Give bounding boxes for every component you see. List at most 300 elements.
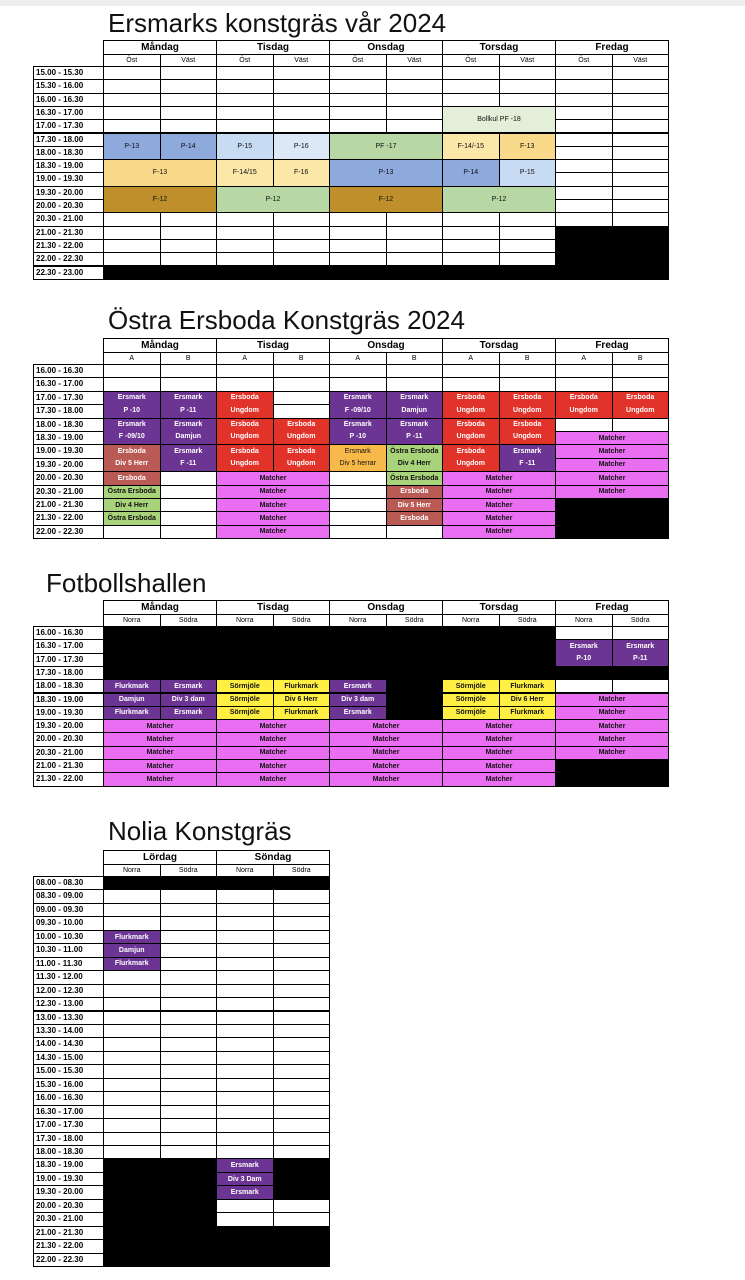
empty-cell — [216, 903, 274, 917]
time-slot: 20.00 - 20.30 — [33, 199, 104, 213]
empty-cell — [273, 1105, 331, 1119]
booking-block[interactable]: Matcher — [555, 471, 669, 485]
booking-label: Ersmark — [117, 421, 146, 429]
booking-block[interactable]: F-12 — [103, 186, 217, 214]
empty-cell — [612, 66, 670, 80]
booking-label: Ungdom — [626, 406, 655, 414]
booking-block[interactable]: Ersmark — [160, 679, 218, 693]
booking-block[interactable]: Matcher — [329, 772, 443, 786]
schedule-title: Östra Ersboda Konstgräs 2024 — [108, 305, 465, 335]
empty-cell — [273, 79, 331, 93]
empty-cell — [103, 79, 161, 93]
subcolumn-header: Södra — [612, 614, 670, 627]
day-header: Onsdag — [329, 338, 443, 353]
empty-cell — [160, 1132, 218, 1146]
empty-cell — [555, 146, 613, 160]
day-header: Tisdag — [216, 40, 330, 55]
booking-block[interactable]: Sörmjöle — [442, 679, 500, 693]
subcolumn-header: Södra — [499, 614, 557, 627]
booking-block[interactable] — [612, 391, 670, 419]
subcolumn-header: A — [442, 352, 500, 365]
time-slot: 16.00 - 16.30 — [33, 1091, 104, 1105]
booking-block[interactable]: Matcher — [555, 458, 669, 472]
subcolumn-header: A — [216, 352, 274, 365]
booking-label: Ersmark — [117, 394, 146, 402]
empty-cell — [442, 93, 500, 107]
booking-block[interactable] — [329, 391, 387, 419]
empty-cell — [442, 239, 500, 253]
booking-label: Ersmark — [400, 394, 429, 402]
booking-label: Ersmark — [569, 642, 598, 650]
booking-block[interactable]: Matcher — [216, 719, 330, 733]
empty-cell — [216, 943, 274, 957]
empty-cell — [612, 186, 670, 200]
booking-block[interactable]: Ersmark — [216, 1185, 274, 1199]
time-slot: 14.00 - 14.30 — [33, 1037, 104, 1051]
time-slot: 11.30 - 12.00 — [33, 970, 104, 984]
time-slot: 16.30 - 17.00 — [33, 639, 104, 653]
empty-cell — [160, 525, 218, 539]
time-slot: 20.00 - 20.30 — [33, 732, 104, 746]
subcolumn-header: A — [103, 352, 161, 365]
empty-cell — [273, 1145, 331, 1159]
booking-block[interactable]: Matcher — [442, 525, 556, 539]
empty-cell — [216, 1132, 274, 1146]
booking-block[interactable]: Matcher — [555, 746, 669, 760]
empty-cell — [612, 364, 670, 378]
booking-block[interactable] — [555, 391, 613, 419]
empty-cell — [160, 1145, 218, 1159]
empty-cell — [386, 93, 444, 107]
time-slot: 15.00 - 15.30 — [33, 1064, 104, 1078]
empty-cell — [612, 106, 670, 120]
booking-block[interactable]: Sörmjöle — [442, 693, 500, 707]
subcolumn-header: Södra — [273, 614, 331, 627]
booking-block[interactable]: PF -17 — [329, 133, 443, 161]
booking-label: Ersmark — [626, 642, 655, 650]
empty-cell — [555, 364, 613, 378]
time-slot: 16.00 - 16.30 — [33, 364, 104, 378]
booking-block[interactable] — [442, 391, 500, 419]
booking-block[interactable] — [103, 444, 161, 472]
booking-block[interactable]: Matcher — [216, 746, 330, 760]
booking-block[interactable]: Ersboda — [103, 471, 161, 485]
booking-block[interactable]: F-12 — [329, 186, 443, 214]
time-slot: 19.00 - 19.30 — [33, 444, 104, 458]
empty-cell — [160, 498, 218, 512]
empty-cell — [216, 916, 274, 930]
booking-block[interactable] — [442, 418, 500, 446]
empty-cell — [273, 391, 331, 405]
booking-block[interactable] — [216, 391, 274, 419]
empty-cell — [612, 199, 670, 213]
schedule-title: Ersmarks konstgräs vår 2024 — [108, 8, 447, 38]
booking-block[interactable]: Div 5 Herr — [386, 498, 444, 512]
empty-cell — [273, 1118, 331, 1132]
time-slot: 19.30 - 20.00 — [33, 719, 104, 733]
empty-cell — [216, 66, 274, 80]
empty-cell — [216, 1078, 274, 1092]
time-slot: 20.00 - 20.30 — [33, 471, 104, 485]
empty-cell — [160, 471, 218, 485]
booking-block[interactable]: F-14/15 — [216, 159, 274, 187]
empty-cell — [612, 626, 670, 640]
time-slot: 16.30 - 17.00 — [33, 1105, 104, 1119]
empty-cell — [499, 93, 557, 107]
booking-block[interactable]: Matcher — [442, 759, 556, 773]
booking-block[interactable]: P-13 — [329, 159, 443, 187]
empty-cell — [273, 66, 331, 80]
booking-block[interactable] — [386, 391, 444, 419]
booking-block[interactable] — [386, 444, 444, 472]
empty-cell — [103, 1118, 161, 1132]
empty-cell — [103, 1037, 161, 1051]
empty-cell — [216, 252, 274, 266]
booking-block[interactable]: Matcher — [329, 746, 443, 760]
booking-block[interactable]: Div 6 Herr — [273, 693, 331, 707]
booking-block[interactable]: Matcher — [442, 511, 556, 525]
day-header: Måndag — [103, 338, 217, 353]
time-slot: 22.00 - 22.30 — [33, 252, 104, 266]
top-strip — [0, 0, 745, 6]
booking-block[interactable]: Matcher — [216, 772, 330, 786]
empty-cell — [555, 186, 613, 200]
empty-cell — [103, 1105, 161, 1119]
booking-block[interactable] — [216, 444, 274, 472]
booking-block[interactable]: Flurkmark — [273, 679, 331, 693]
empty-cell — [160, 1078, 218, 1092]
booking-block[interactable]: Flurkmark — [103, 930, 161, 944]
booking-block[interactable]: Ersmark — [329, 706, 387, 720]
empty-cell — [442, 226, 500, 240]
booking-block[interactable]: Ersmark — [329, 679, 387, 693]
booking-block[interactable]: P-12 — [216, 186, 330, 214]
booking-label: Ungdom — [513, 406, 542, 414]
time-slot: 17.30 - 18.00 — [33, 1132, 104, 1146]
empty-cell — [103, 1024, 161, 1038]
empty-cell — [160, 1011, 218, 1025]
empty-cell — [103, 916, 161, 930]
booking-block[interactable]: P-12 — [442, 186, 556, 214]
empty-cell — [273, 1051, 331, 1065]
empty-cell — [160, 66, 218, 80]
empty-cell — [103, 984, 161, 998]
booking-block[interactable]: Sörmjöle — [216, 679, 274, 693]
empty-cell — [273, 404, 331, 418]
time-slot: 18.30 - 19.00 — [33, 159, 104, 173]
booking-label: Ungdom — [513, 433, 542, 441]
booking-block[interactable]: Flurkmark — [103, 957, 161, 971]
booking-block[interactable]: Flurkmark — [103, 679, 161, 693]
empty-cell — [216, 1212, 274, 1226]
time-slot: 22.00 - 22.30 — [33, 1253, 104, 1267]
booking-block[interactable]: Ersmark — [160, 706, 218, 720]
time-slot: 11.00 - 11.30 — [33, 957, 104, 971]
booking-block[interactable]: Matcher — [442, 772, 556, 786]
booking-label: Div 5 Herr — [115, 460, 149, 468]
empty-cell — [273, 984, 331, 998]
empty-cell — [386, 525, 444, 539]
empty-cell — [612, 146, 670, 160]
booking-block[interactable]: Damjun — [103, 943, 161, 957]
booking-block[interactable]: Matcher — [555, 706, 669, 720]
booking-block[interactable] — [499, 444, 557, 472]
booking-label: Ersboda — [456, 421, 485, 429]
empty-cell — [103, 889, 161, 903]
empty-cell — [329, 364, 387, 378]
empty-cell — [329, 471, 387, 485]
booking-block[interactable]: P-16 — [273, 133, 331, 161]
booking-block[interactable]: P-13 — [103, 133, 161, 161]
booking-block[interactable]: P-15 — [216, 133, 274, 161]
day-header: Tisdag — [216, 338, 330, 353]
empty-cell — [103, 997, 161, 1011]
empty-cell — [216, 970, 274, 984]
subcolumn-header: Väst — [273, 54, 331, 67]
booking-block[interactable] — [555, 639, 613, 667]
subcolumn-header: Norra — [442, 614, 500, 627]
time-slot: 15.00 - 15.30 — [33, 66, 104, 80]
empty-cell — [499, 239, 557, 253]
booking-block[interactable]: F-14/-15 — [442, 133, 500, 161]
empty-cell — [216, 226, 274, 240]
booking-block[interactable]: Matcher — [442, 746, 556, 760]
empty-cell — [103, 252, 161, 266]
subcolumn-header: Väst — [386, 54, 444, 67]
time-slot: 13.30 - 14.00 — [33, 1024, 104, 1038]
time-slot: 15.30 - 16.00 — [33, 79, 104, 93]
booking-block[interactable]: Bollkul PF -18 — [442, 106, 556, 134]
booking-label: Ersmark — [174, 447, 203, 455]
booking-block[interactable]: Div 6 Herr — [499, 693, 557, 707]
booking-block[interactable]: Matcher — [103, 719, 217, 733]
booking-block[interactable] — [216, 418, 274, 446]
booking-label: Damjun — [175, 433, 202, 441]
booking-block[interactable]: Östra Ersboda — [386, 471, 444, 485]
booking-block[interactable] — [612, 639, 670, 667]
booking-block[interactable]: Matcher — [329, 759, 443, 773]
time-slot: 18.30 - 19.00 — [33, 693, 104, 707]
booking-block[interactable]: Matcher — [103, 732, 217, 746]
booking-block[interactable] — [386, 418, 444, 446]
booking-block[interactable]: Ersmark — [216, 1158, 274, 1172]
unavailable-block — [555, 759, 669, 787]
booking-block[interactable]: Div 3 dam — [329, 693, 387, 707]
empty-cell — [499, 364, 557, 378]
booking-label: Ersmark — [400, 421, 429, 429]
booking-label: Ungdom — [287, 433, 316, 441]
booking-block[interactable]: Matcher — [329, 732, 443, 746]
empty-cell — [329, 525, 387, 539]
time-slot: 18.30 - 19.00 — [33, 431, 104, 445]
empty-cell — [386, 79, 444, 93]
booking-block[interactable]: Matcher — [216, 485, 330, 499]
empty-cell — [386, 66, 444, 80]
booking-label: Ersmark — [174, 394, 203, 402]
empty-cell — [273, 1024, 331, 1038]
booking-block[interactable]: Matcher — [442, 719, 556, 733]
booking-block[interactable]: Sörmjöle — [442, 706, 500, 720]
booking-block[interactable] — [160, 391, 218, 419]
unavailable-block — [216, 1226, 330, 1267]
empty-cell — [160, 252, 218, 266]
booking-block[interactable]: Matcher — [216, 759, 330, 773]
booking-block[interactable]: Sörmjöle — [216, 693, 274, 707]
booking-block[interactable] — [160, 418, 218, 446]
day-header: Torsdag — [442, 338, 556, 353]
subcolumn-header: Öst — [555, 54, 613, 67]
booking-block[interactable]: Div 3 dam — [160, 693, 218, 707]
time-slot: 19.00 - 19.30 — [33, 172, 104, 186]
booking-block[interactable] — [103, 418, 161, 446]
booking-label: Ungdom — [456, 460, 485, 468]
booking-block[interactable]: Matcher — [103, 772, 217, 786]
booking-block[interactable]: Matcher — [442, 485, 556, 499]
booking-block[interactable]: Div 4 Herr — [103, 498, 161, 512]
booking-block[interactable] — [499, 391, 557, 419]
booking-block[interactable] — [442, 444, 500, 472]
booking-block[interactable] — [103, 391, 161, 419]
booking-block[interactable]: P-15 — [499, 159, 557, 187]
booking-block[interactable]: Östra Ersboda — [103, 511, 161, 525]
booking-block[interactable]: Ersboda — [386, 511, 444, 525]
empty-cell — [555, 79, 613, 93]
booking-block[interactable]: Matcher — [442, 471, 556, 485]
day-header: Onsdag — [329, 40, 443, 55]
booking-block[interactable]: Matcher — [555, 693, 669, 707]
empty-cell — [612, 418, 670, 432]
booking-block[interactable]: Matcher — [555, 719, 669, 733]
booking-block[interactable]: Matcher — [555, 444, 669, 458]
empty-cell — [160, 212, 218, 226]
booking-block[interactable]: Matcher — [216, 511, 330, 525]
booking-label: Div 4 Herr — [397, 460, 431, 468]
empty-cell — [273, 1011, 331, 1025]
booking-block[interactable]: Matcher — [442, 498, 556, 512]
time-slot: 21.30 - 22.00 — [33, 239, 104, 253]
empty-cell — [216, 1118, 274, 1132]
booking-block[interactable]: F-16 — [273, 159, 331, 187]
time-slot: 18.00 - 18.30 — [33, 418, 104, 432]
empty-cell — [103, 364, 161, 378]
empty-cell — [499, 226, 557, 240]
booking-block[interactable]: Flurkmark — [499, 679, 557, 693]
booking-block[interactable]: Damjun — [103, 693, 161, 707]
unavailable-block — [103, 266, 556, 280]
time-slot: 18.00 - 18.30 — [33, 146, 104, 160]
empty-cell — [329, 66, 387, 80]
booking-block[interactable] — [329, 418, 387, 446]
booking-block[interactable]: P-14 — [160, 133, 218, 161]
empty-cell — [273, 997, 331, 1011]
booking-block[interactable]: Sörmjöle — [216, 706, 274, 720]
subcolumn-header: Norra — [103, 864, 161, 877]
booking-block[interactable] — [273, 418, 331, 446]
booking-block[interactable]: F-13 — [103, 159, 217, 187]
empty-cell — [273, 943, 331, 957]
booking-block[interactable]: Ersboda — [386, 485, 444, 499]
booking-block[interactable]: Matcher — [555, 732, 669, 746]
empty-cell — [160, 364, 218, 378]
empty-cell — [216, 984, 274, 998]
booking-block[interactable]: Matcher — [216, 498, 330, 512]
booking-block[interactable]: P-14 — [442, 159, 500, 187]
booking-block[interactable]: Flurkmark — [499, 706, 557, 720]
booking-block[interactable]: Flurkmark — [273, 706, 331, 720]
booking-block[interactable] — [499, 418, 557, 446]
time-slot: 17.00 - 17.30 — [33, 653, 104, 667]
booking-block[interactable] — [329, 444, 387, 472]
subcolumn-header: A — [329, 352, 387, 365]
time-slot: 21.30 - 22.00 — [33, 511, 104, 525]
time-slot: 21.00 - 21.30 — [33, 759, 104, 773]
empty-cell — [273, 903, 331, 917]
booking-label: Ersboda — [117, 447, 146, 455]
subcolumn-header: Södra — [386, 614, 444, 627]
empty-cell — [386, 252, 444, 266]
empty-cell — [555, 106, 613, 120]
empty-cell — [612, 93, 670, 107]
day-header: Fredag — [555, 40, 669, 55]
subcolumn-header: B — [612, 352, 670, 365]
booking-block[interactable]: Matcher — [555, 431, 669, 445]
empty-cell — [103, 525, 161, 539]
empty-cell — [160, 93, 218, 107]
booking-label: Ersmark — [344, 447, 371, 455]
empty-cell — [160, 1064, 218, 1078]
booking-block[interactable]: F-13 — [499, 133, 557, 161]
booking-block[interactable]: Matcher — [103, 746, 217, 760]
empty-cell — [555, 159, 613, 173]
empty-cell — [160, 1091, 218, 1105]
empty-cell — [612, 212, 670, 226]
booking-block[interactable] — [273, 444, 331, 472]
booking-block[interactable]: Matcher — [103, 759, 217, 773]
empty-cell — [160, 943, 218, 957]
unavailable-block — [273, 1158, 331, 1199]
booking-block[interactable] — [160, 444, 218, 472]
empty-cell — [273, 1212, 331, 1226]
empty-cell — [612, 133, 670, 147]
empty-cell — [499, 212, 557, 226]
empty-cell — [160, 1037, 218, 1051]
booking-block[interactable]: Matcher — [555, 485, 669, 499]
booking-block[interactable]: Div 3 Dam — [216, 1172, 274, 1186]
booking-block[interactable]: Flurkmark — [103, 706, 161, 720]
booking-label: Ungdom — [230, 460, 259, 468]
booking-block[interactable]: Matcher — [442, 732, 556, 746]
time-slot: 15.30 - 16.00 — [33, 1078, 104, 1092]
empty-cell — [329, 226, 387, 240]
time-slot: 19.00 - 19.30 — [33, 706, 104, 720]
booking-block[interactable]: Matcher — [329, 719, 443, 733]
booking-label: Div 5 herrar — [339, 460, 377, 468]
booking-block[interactable]: Matcher — [216, 471, 330, 485]
booking-label: Ersboda — [569, 394, 598, 402]
empty-cell — [273, 1132, 331, 1146]
empty-cell — [442, 377, 500, 391]
booking-label: F -11 — [180, 460, 197, 468]
booking-block[interactable]: Matcher — [216, 525, 330, 539]
empty-cell — [442, 79, 500, 93]
time-slot: 12.00 - 12.30 — [33, 984, 104, 998]
empty-cell — [160, 984, 218, 998]
booking-block[interactable]: Östra Ersboda — [103, 485, 161, 499]
booking-block[interactable]: Matcher — [216, 732, 330, 746]
subcolumn-header: Väst — [499, 54, 557, 67]
booking-label: Ersboda — [287, 447, 316, 455]
time-slot: 16.30 - 17.00 — [33, 377, 104, 391]
